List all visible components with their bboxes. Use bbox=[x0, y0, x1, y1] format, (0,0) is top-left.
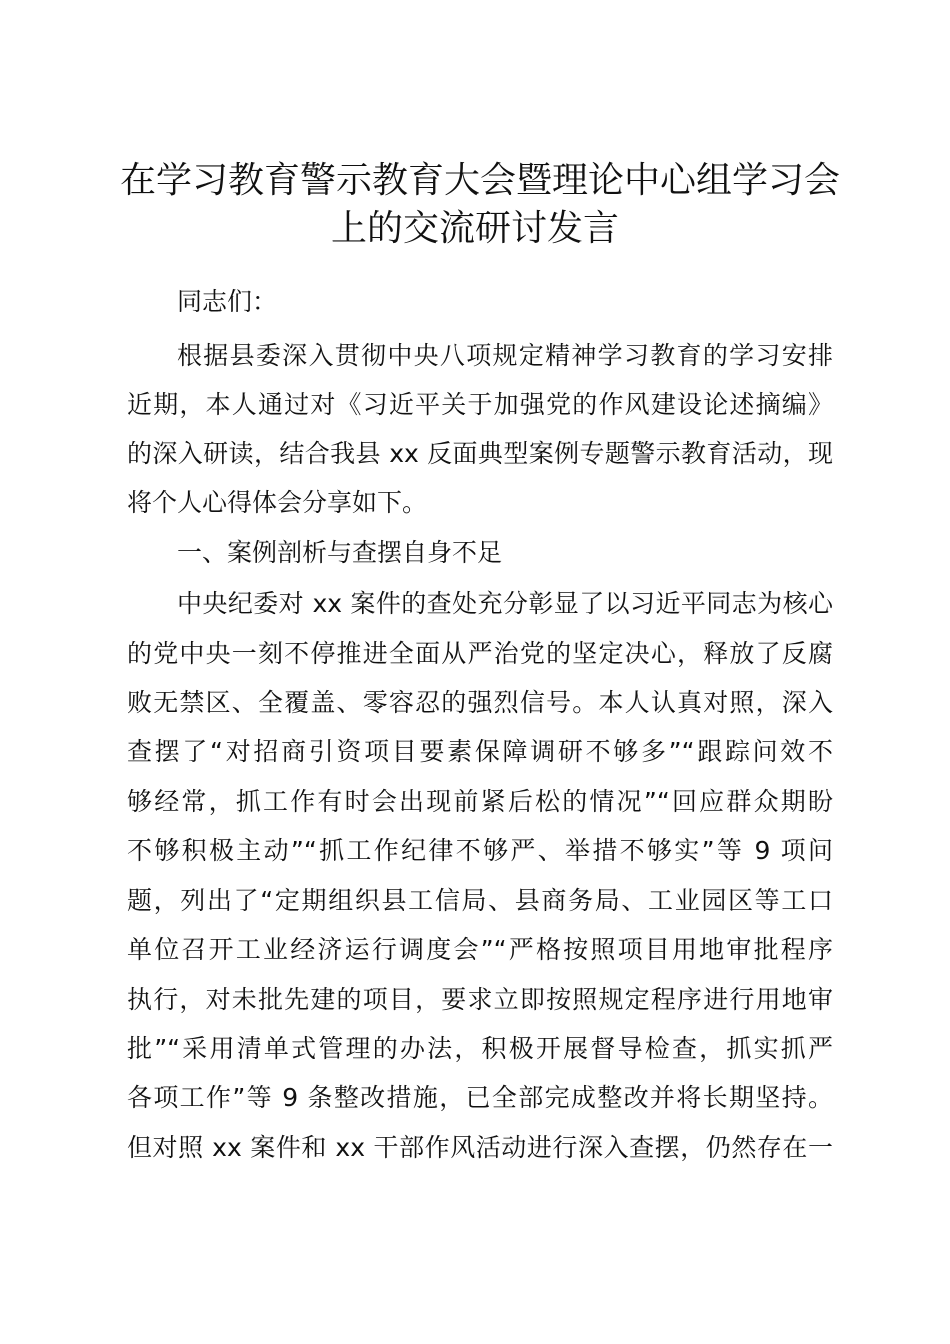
paragraph-1-line: 的深入研读，结合我县 xx 反面典型案例专题警示教育活动，现 bbox=[127, 439, 833, 468]
paragraph-1-line: 将个人心得体会分享如下。 bbox=[127, 488, 428, 517]
salutation: 同志们： bbox=[177, 287, 278, 316]
paragraph-2-line: 但对照 xx 案件和 xx 干部作风活动进行深入查摆，仍然存在一 bbox=[127, 1133, 833, 1162]
paragraph-2-line: 各项工作”等 9 条整改措施，已全部完成整改并将长期坚持。 bbox=[127, 1083, 833, 1112]
paragraph-2-line: 执行，对未批先建的项目，要求立即按照规定程序进行用地审 bbox=[127, 985, 833, 1014]
document-title-line-2: 上的交流研讨发言 bbox=[330, 208, 619, 249]
paragraph-1-line: 根据县委深入贯彻中央八项规定精神学习教育的学习安排 bbox=[177, 341, 833, 370]
paragraph-1-line: 近期，本人通过对《习近平关于加强党的作风建设论述摘编》 bbox=[127, 390, 833, 419]
paragraph-2-line: 题，列出了“定期组织县工信局、县商务局、工业园区等工口 bbox=[127, 886, 833, 915]
paragraph-2-line: 够经常，抓工作有时会出现前紧后松的情况”“回应群众期盼 bbox=[127, 787, 833, 816]
section-1-heading: 一、案例剖析与查摆自身不足 bbox=[177, 538, 503, 567]
document-title-line-1: 在学习教育警示教育大会暨理论中心组学习会 bbox=[120, 160, 841, 201]
paragraph-2-line: 查摆了“对招商引资项目要素保障调研不够多”“跟踪问效不 bbox=[127, 737, 833, 766]
paragraph-2-line: 败无禁区、全覆盖、零容忍的强烈信号。本人认真对照，深入 bbox=[127, 688, 833, 717]
paragraph-2-line: 不够积极主动”“抓工作纪律不够严、举措不够实”等 9 项问 bbox=[127, 836, 833, 865]
paragraph-2-line: 中央纪委对 xx 案件的查处充分彰显了以习近平同志为核心 bbox=[177, 589, 833, 618]
paragraph-2-line: 单位召开工业经济运行调度会”“严格按照项目用地审批程序 bbox=[127, 935, 833, 964]
paragraph-2-line: 的党中央一刻不停推进全面从严治党的坚定决心，释放了反腐 bbox=[127, 639, 833, 668]
paragraph-2-line: 批”“采用清单式管理的办法，积极开展督导检查，抓实抓严 bbox=[127, 1034, 833, 1063]
